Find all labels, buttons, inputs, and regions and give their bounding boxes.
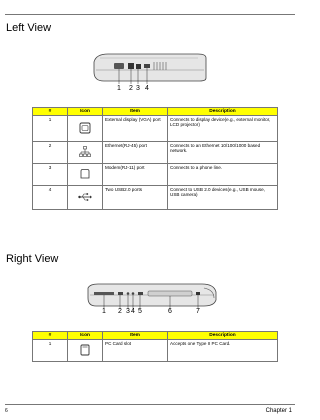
table-header-row bbox=[33, 332, 278, 340]
chapter-label: Chapter 1 bbox=[265, 408, 292, 414]
pc-card-slot-shape bbox=[94, 292, 114, 295]
table-row bbox=[33, 186, 278, 210]
col-header-description: Description bbox=[168, 332, 278, 340]
left-view-title: Left View bbox=[6, 22, 52, 34]
table-row bbox=[33, 164, 278, 186]
laptop-right-side-illustration bbox=[84, 280, 220, 310]
footer-rule bbox=[5, 404, 295, 405]
ethernet-port-shape bbox=[128, 63, 134, 69]
col-header-item: Item bbox=[103, 332, 168, 340]
header-rule bbox=[5, 14, 295, 15]
vga-port-shape bbox=[114, 63, 124, 69]
callout-number: 3 bbox=[126, 308, 130, 315]
table-row bbox=[33, 116, 278, 142]
row-number: 2 bbox=[33, 142, 68, 164]
row-description: Connects to an Ethernet 10/100/1000 based network. bbox=[168, 142, 278, 164]
callout-number: 1 bbox=[102, 308, 106, 315]
usb-icon bbox=[78, 192, 92, 202]
table-row bbox=[33, 142, 278, 164]
usb-port-shape bbox=[144, 64, 150, 68]
callout-number: 7 bbox=[196, 308, 200, 315]
callout-number: 6 bbox=[168, 308, 172, 315]
row-description: Connects to a phone line. bbox=[168, 164, 278, 186]
row-description: Connect to USB 2.0 devices(e.g., USB mouse, USB camera) bbox=[168, 186, 278, 210]
row-description: Accepts one Type II PC Card. bbox=[168, 340, 278, 362]
modem-port-shape bbox=[136, 64, 141, 69]
callout-number: 3 bbox=[136, 85, 140, 92]
ethernet-icon bbox=[79, 146, 91, 158]
callout-number: 4 bbox=[145, 85, 149, 92]
right-view-callouts bbox=[84, 308, 220, 318]
row-item: Modem(RJ-11) port bbox=[103, 164, 168, 186]
row-item: Ethernet(RJ-45) port bbox=[103, 142, 168, 164]
right-view-table bbox=[32, 331, 278, 362]
vga-port-icon bbox=[79, 122, 91, 134]
optical-drive-shape bbox=[148, 291, 192, 296]
table-row bbox=[33, 340, 278, 362]
row-item: Two USB2.0 ports bbox=[103, 186, 168, 210]
table-header-row bbox=[33, 108, 278, 116]
row-number: 3 bbox=[33, 164, 68, 186]
col-header-num: # bbox=[33, 332, 68, 340]
row-number: 1 bbox=[33, 340, 68, 362]
col-header-description: Description bbox=[168, 108, 278, 116]
left-view-table bbox=[32, 107, 278, 210]
callout-number: 2 bbox=[129, 85, 133, 92]
col-header-icon: Icon bbox=[68, 332, 103, 340]
left-view-callouts bbox=[90, 85, 210, 95]
modem-icon bbox=[79, 168, 91, 180]
callout-number: 5 bbox=[138, 308, 142, 315]
callout-number: 1 bbox=[117, 85, 121, 92]
pc-card-icon bbox=[80, 344, 90, 356]
page-number: 6 bbox=[5, 408, 8, 414]
callout-number: 4 bbox=[131, 308, 135, 315]
col-header-item: Item bbox=[103, 108, 168, 116]
laptop-left-side-illustration bbox=[90, 48, 210, 86]
row-item: External display (VGA) port bbox=[103, 116, 168, 142]
col-header-num: # bbox=[33, 108, 68, 116]
row-number: 4 bbox=[33, 186, 68, 210]
row-number: 1 bbox=[33, 116, 68, 142]
row-item: PC Card slot bbox=[103, 340, 168, 362]
right-view-title: Right View bbox=[6, 253, 59, 265]
row-description: Connects to display device(e.g., external monitor, LCD projector) bbox=[168, 116, 278, 142]
callout-number: 2 bbox=[118, 308, 122, 315]
col-header-icon: Icon bbox=[68, 108, 103, 116]
